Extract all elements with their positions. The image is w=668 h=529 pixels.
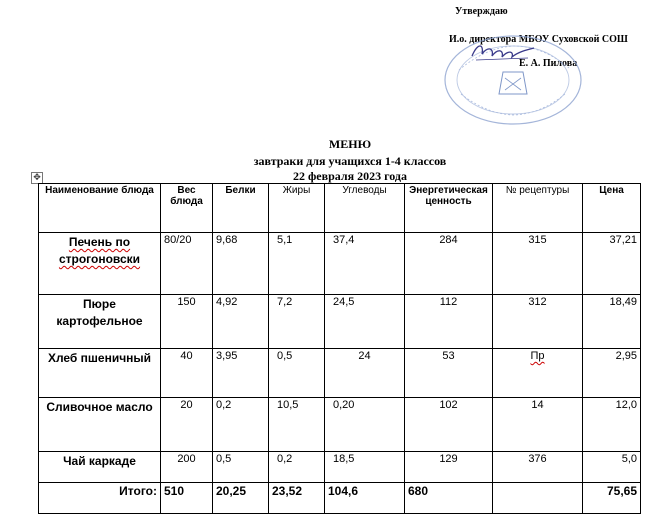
table-row bbox=[39, 349, 641, 398]
table-row bbox=[39, 398, 641, 452]
cell-recipe: 14 bbox=[493, 398, 583, 452]
menu-date: 22 февраля 2023 года bbox=[293, 169, 407, 183]
cell-energy: 129 bbox=[405, 452, 493, 483]
total-energy: 680 bbox=[405, 483, 493, 514]
cell-fats: 0,5 bbox=[269, 349, 325, 398]
cell-carbs: 18,5 bbox=[325, 452, 405, 483]
table-row bbox=[39, 295, 641, 349]
cell-carbs: 24 bbox=[325, 349, 405, 398]
cell-carbs: 0,20 bbox=[325, 398, 405, 452]
table-header-row bbox=[39, 184, 641, 233]
total-fats: 23,52 bbox=[269, 483, 325, 514]
cell-energy: 53 bbox=[405, 349, 493, 398]
total-label: Итого: bbox=[39, 483, 161, 514]
cell-fats: 5,1 bbox=[269, 233, 325, 295]
total-price: 75,65 bbox=[583, 483, 641, 514]
cell-price: 5,0 bbox=[583, 452, 641, 483]
dish-name: Пюре картофельное bbox=[39, 295, 161, 349]
table-row bbox=[39, 452, 641, 483]
cell-price: 12,0 bbox=[583, 398, 641, 452]
table-row bbox=[39, 233, 641, 295]
cell-fats: 7,2 bbox=[269, 295, 325, 349]
header-energy: Энергетическая ценность bbox=[405, 184, 493, 233]
approval-line-2: И.о. директора МБОУ Суховской СОШ bbox=[449, 34, 628, 45]
cell-proteins: 0,5 bbox=[213, 452, 269, 483]
header-proteins: Белки bbox=[213, 184, 269, 233]
header-recipe: № рецептуры bbox=[493, 184, 583, 233]
cell-proteins: 9,68 bbox=[213, 233, 269, 295]
menu-table bbox=[38, 183, 641, 514]
menu-title: МЕНЮ bbox=[328, 137, 372, 151]
cell-carbs: 37,4 bbox=[325, 233, 405, 295]
dish-name: Сливочное масло bbox=[39, 398, 161, 452]
cell-weight: 40 bbox=[161, 349, 213, 398]
cell-carbs: 24,5 bbox=[325, 295, 405, 349]
approval-line-1: Утверждаю bbox=[455, 6, 508, 17]
header-fats: Жиры bbox=[269, 184, 325, 233]
table-move-handle-icon[interactable]: ✥ bbox=[31, 172, 43, 184]
cell-recipe: 315 bbox=[493, 233, 583, 295]
cell-recipe: 312 bbox=[493, 295, 583, 349]
cell-recipe: Пр bbox=[493, 349, 583, 398]
approval-line-3: Е. А. Пилова bbox=[519, 58, 578, 69]
cell-price: 2,95 bbox=[583, 349, 641, 398]
cell-weight: 200 bbox=[161, 452, 213, 483]
cell-price: 18,49 bbox=[583, 295, 641, 349]
cell-weight: 80/20 bbox=[161, 233, 213, 295]
cell-fats: 0,2 bbox=[269, 452, 325, 483]
cell-energy: 112 bbox=[405, 295, 493, 349]
cell-fats: 10,5 bbox=[269, 398, 325, 452]
cell-energy: 284 bbox=[405, 233, 493, 295]
header-weight: Вес блюда bbox=[161, 184, 213, 233]
header-carbs: Углеводы bbox=[325, 184, 405, 233]
total-carbs: 104,6 bbox=[325, 483, 405, 514]
cell-proteins: 3,95 bbox=[213, 349, 269, 398]
total-recipe bbox=[493, 483, 583, 514]
header-dish: Наименование блюда bbox=[39, 184, 161, 233]
cell-proteins: 0,2 bbox=[213, 398, 269, 452]
cell-energy: 102 bbox=[405, 398, 493, 452]
total-proteins: 20,25 bbox=[213, 483, 269, 514]
dish-name: Печень по строгоновски bbox=[39, 233, 161, 295]
cell-weight: 20 bbox=[161, 398, 213, 452]
cell-recipe: 376 bbox=[493, 452, 583, 483]
dish-name: Хлеб пшеничный bbox=[39, 349, 161, 398]
signature-icon bbox=[468, 36, 538, 66]
cell-weight: 150 bbox=[161, 295, 213, 349]
header-price: Цена bbox=[583, 184, 641, 233]
cell-proteins: 4,92 bbox=[213, 295, 269, 349]
total-weight: 510 bbox=[161, 483, 213, 514]
menu-subtitle: завтраки для учащихся 1-4 классов bbox=[253, 154, 447, 168]
total-row bbox=[39, 483, 641, 514]
dish-name: Чай каркаде bbox=[39, 452, 161, 483]
cell-price: 37,21 bbox=[583, 233, 641, 295]
